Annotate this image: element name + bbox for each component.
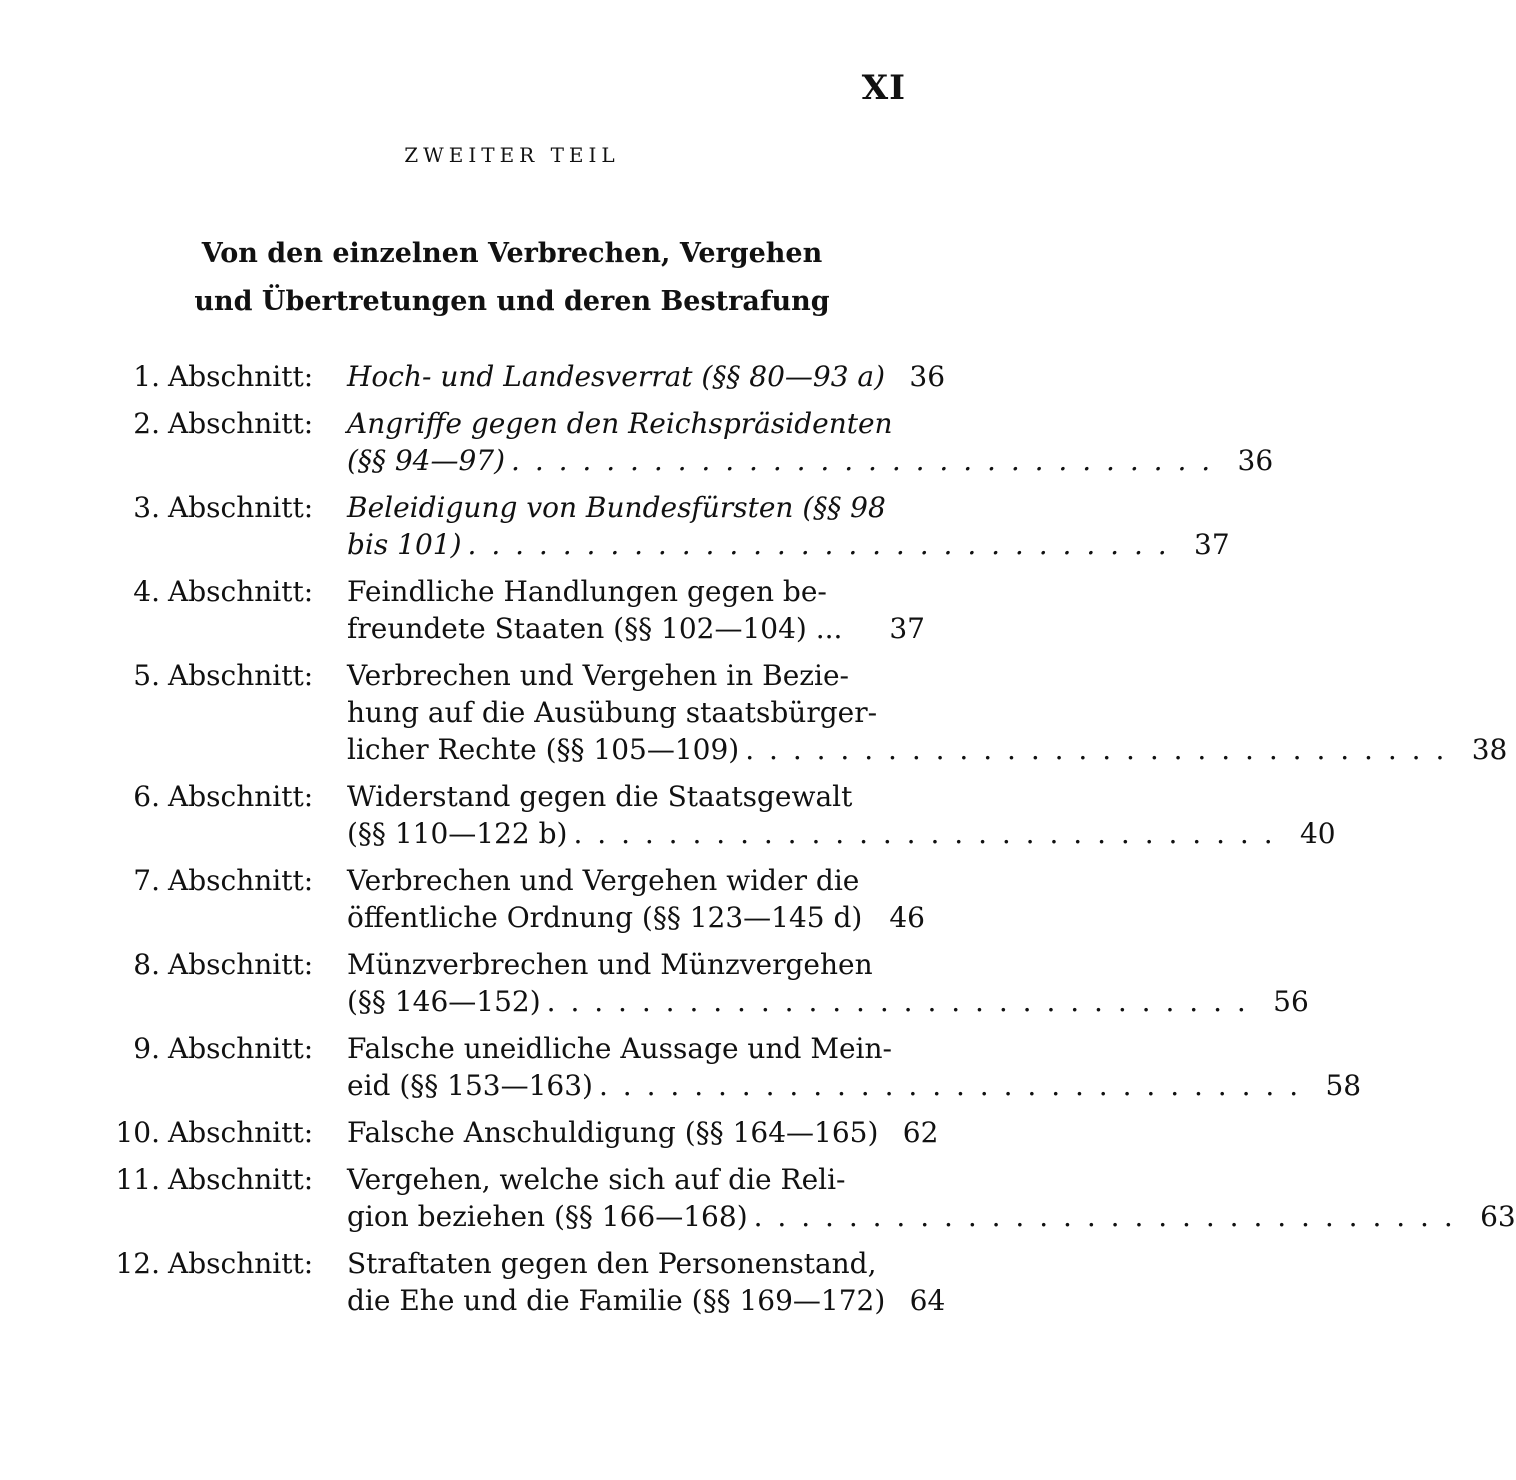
toc-entry-number: 3. <box>133 491 160 524</box>
toc-entry-title-text: Falsche uneidliche Aussage und Mein- <box>347 1032 893 1065</box>
toc-entry-title-line <box>347 694 1447 731</box>
toc-entry-label: Abschnitt: <box>168 1116 314 1149</box>
toc-entry-title-text: Münzverbrechen und Münzvergehen <box>347 948 873 981</box>
toc-entry-page: 62 <box>902 1116 939 1149</box>
toc-entry-title <box>333 1030 1301 1104</box>
toc-entry-title-text: gion beziehen (§§ 166—168) <box>347 1200 748 1233</box>
toc-entry-label: Abschnitt: <box>168 948 314 981</box>
toc-entry-title-text: bis 101) <box>347 528 462 561</box>
toc-leader-dots: . . . . . . . . . . . . . . . . . . . . . . . . . . . . . . <box>511 444 1214 477</box>
toc-entry-title-text: Angriffe gegen den Reichspräsidenten <box>347 407 893 440</box>
toc-entry-label: Abschnitt: <box>168 1247 314 1280</box>
toc-entry-label: Abschnitt: <box>168 864 314 897</box>
toc-entry-number: 4. <box>133 575 160 608</box>
toc-entry-title-text: Falsche Anschuldigung (§§ 164—165) <box>347 1116 879 1149</box>
toc-entry-label: Abschnitt: <box>168 360 314 393</box>
toc-entry-title <box>333 358 885 395</box>
toc-entry-title-text: Feindliche Handlungen gegen be- <box>347 575 827 608</box>
toc-leader-dots: . . . . . . . . . . . . . . . . . . . . . . . . . . . . . . <box>598 1069 1302 1102</box>
toc-entry-title-text: (§§ 94—97) <box>347 444 506 477</box>
toc-entry-title-text: Beleidigung von Bundesfürsten (§§ 98 <box>347 491 886 524</box>
toc-entry-title-line <box>347 358 885 395</box>
toc-entry-title <box>333 778 1276 852</box>
toc-entry-title-text: licher Rechte (§§ 105—109) <box>347 733 740 766</box>
toc-entry <box>105 946 1309 1020</box>
toc-entry-label: Abschnitt: <box>168 575 314 608</box>
toc-entry-title-line <box>347 1198 1456 1235</box>
toc-entry <box>105 358 946 395</box>
toc-entry-label: Abschnitt: <box>168 1163 314 1196</box>
toc-entry-number: 7. <box>133 864 160 897</box>
toc-entry-title <box>333 1245 885 1319</box>
toc-entry-title-line <box>347 1114 878 1151</box>
toc-entry <box>105 1114 939 1151</box>
toc-entry-number: 1. <box>133 360 160 393</box>
toc-entry-number: 9. <box>133 1032 160 1065</box>
toc-entry-title-text: Straftaten gegen den Personenstand, <box>347 1247 877 1280</box>
toc-entry-label: Abschnitt: <box>168 491 314 524</box>
toc-entry-page: 56 <box>1273 985 1309 1018</box>
toc-entry-page: 63 <box>1480 1200 1516 1233</box>
toc-entry-page: 37 <box>889 612 925 645</box>
toc-leader-dots: . . . . . . . . . . . . . . . . . . . . . . . . . . . . . . <box>745 733 1448 766</box>
toc-entry-title-text: Verbrechen und Vergehen wider die <box>347 864 860 897</box>
toc-entry-label: Abschnitt: <box>168 1032 314 1065</box>
toc-entry-title-text: Verbrechen und Vergehen in Bezie- <box>347 659 850 692</box>
toc-entry-number: 6. <box>133 780 160 813</box>
toc-entry-page: 58 <box>1325 1069 1362 1102</box>
toc-entry-title-line <box>347 778 1276 815</box>
toc-entry-title-text: (§§ 110—122 b) <box>347 817 568 850</box>
toc-entry-title <box>333 489 1170 563</box>
toc-entry-title-line <box>347 657 1447 694</box>
toc-entry-title-line <box>347 983 1249 1020</box>
table-of-contents <box>105 358 1516 1319</box>
toc-entry-title <box>333 573 865 647</box>
toc-entry-title <box>333 946 1249 1020</box>
toc-entry-number: 8. <box>133 948 160 981</box>
toc-entry-title-line <box>347 405 1213 442</box>
section-title <box>0 230 1024 326</box>
toc-entry <box>105 1245 946 1319</box>
toc-entry-title-line <box>347 1067 1301 1104</box>
toc-entry-title-line <box>347 1282 885 1319</box>
toc-entry-title <box>333 1161 1456 1235</box>
toc-leader-dots: . . . . . . . . . . . . . . . . . . . . . . . . . . . . . . <box>573 817 1276 850</box>
toc-entry-page: 37 <box>1194 528 1230 561</box>
toc-entry <box>105 1161 1516 1235</box>
toc-entry-title-text: freundete Staaten (§§ 102—104) ... <box>347 612 843 645</box>
toc-entry-title-line <box>347 526 1170 563</box>
toc-entry-title-line <box>347 862 865 899</box>
section-title-line: und Übertretungen und deren Bestrafung <box>194 286 830 317</box>
toc-entry-number: 2. <box>133 407 160 440</box>
toc-entry-title-line <box>347 731 1447 768</box>
toc-entry-page: 38 <box>1471 733 1508 766</box>
toc-entry <box>105 1030 1362 1104</box>
toc-entry-title <box>333 1114 878 1151</box>
toc-entry-title-line <box>347 1161 1456 1198</box>
toc-entry <box>105 778 1336 852</box>
toc-entry-label: Abschnitt: <box>168 780 314 813</box>
toc-entry-title-line <box>347 899 865 936</box>
toc-entry-title <box>333 862 865 936</box>
toc-entry-number: 11. <box>115 1163 160 1196</box>
toc-entry-title-line <box>347 442 1213 479</box>
page-number: XI <box>861 68 906 108</box>
toc-entry-title <box>333 657 1447 768</box>
toc-entry-number: 12. <box>115 1247 160 1280</box>
toc-entry-title-line <box>347 946 1249 983</box>
toc-entry-title <box>333 405 1213 479</box>
toc-entry <box>105 862 925 936</box>
toc-entry <box>105 657 1508 768</box>
toc-entry-title-text: (§§ 146—152) <box>347 985 541 1018</box>
toc-entry-title-text: Widerstand gegen die Staatsgewalt <box>347 780 853 813</box>
toc-entry-label: Abschnitt: <box>168 659 314 692</box>
toc-entry-number: 10. <box>115 1116 160 1149</box>
toc-entry-title-line <box>347 573 865 610</box>
section-title-line: Von den einzelnen Verbrechen, Vergehen <box>201 238 823 269</box>
toc-entry-title-text: hung auf die Ausübung staatsbürger- <box>347 696 878 729</box>
toc-entry <box>105 573 925 647</box>
part-heading: ZWEITER TEIL <box>404 143 620 167</box>
toc-entry-title-text: öffentliche Ordnung (§§ 123—145 d) <box>347 901 863 934</box>
toc-entry-title-text: Vergehen, welche sich auf die Reli- <box>347 1163 846 1196</box>
toc-entry <box>105 489 1230 563</box>
toc-entry-title-line <box>347 1245 885 1282</box>
toc-entry-title-text: eid (§§ 153—163) <box>347 1069 593 1102</box>
toc-entry-label: Abschnitt: <box>168 407 314 440</box>
toc-entry-title-line <box>347 489 1170 526</box>
toc-entry-title-line <box>347 815 1276 852</box>
toc-leader-dots: . . . . . . . . . . . . . . . . . . . . . . . . . . . . . . <box>467 528 1170 561</box>
toc-leader-dots: . . . . . . . . . . . . . . . . . . . . . . . . . . . . . . <box>546 985 1249 1018</box>
toc-entry <box>105 405 1274 479</box>
toc-entry-page: 36 <box>909 360 946 393</box>
toc-entry-page: 64 <box>909 1284 946 1317</box>
toc-entry-number: 5. <box>133 659 160 692</box>
toc-entry-page: 46 <box>889 901 925 934</box>
toc-leader-dots: . . . . . . . . . . . . . . . . . . . . . . . . . . . . . . <box>753 1200 1456 1233</box>
toc-entry-title-text: Hoch- und Landesverrat (§§ 80—93 a) <box>347 360 886 393</box>
toc-entry-page: 36 <box>1237 444 1274 477</box>
toc-entry-title-line <box>347 610 865 647</box>
toc-entry-title-text: die Ehe und die Familie (§§ 169—172) <box>347 1284 886 1317</box>
toc-entry-page: 40 <box>1299 817 1336 850</box>
toc-entry-title-line <box>347 1030 1301 1067</box>
